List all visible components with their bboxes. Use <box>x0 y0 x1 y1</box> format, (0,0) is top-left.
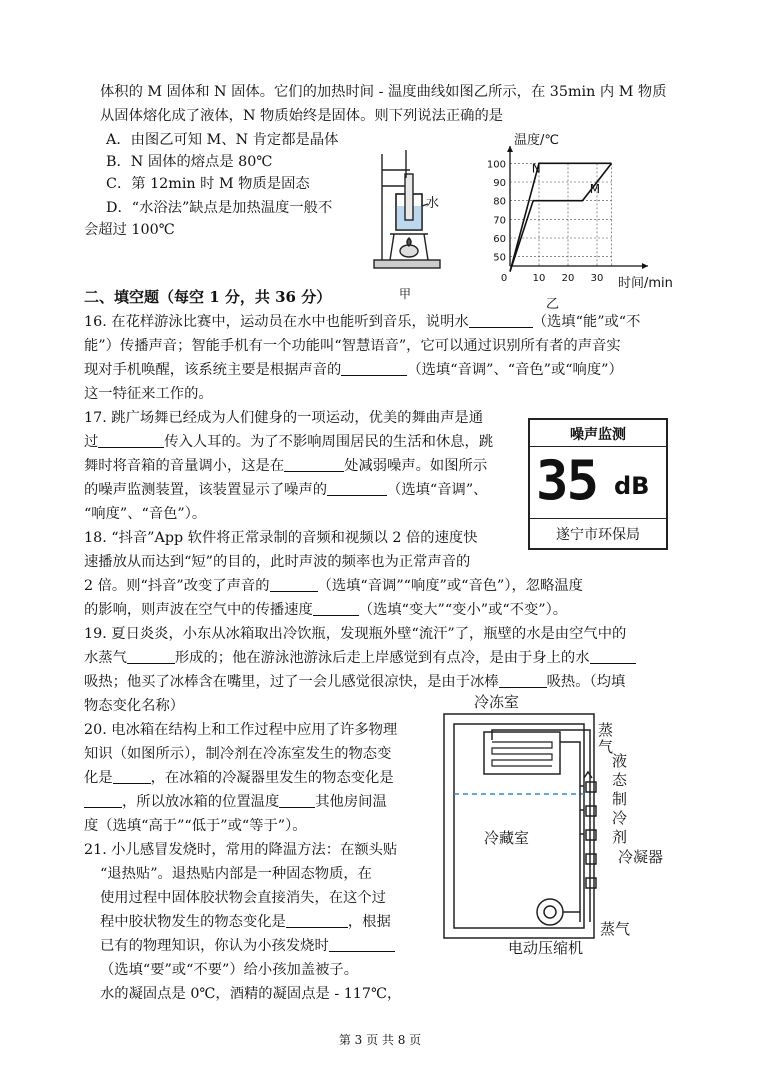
q20-line-4: ，所以放冰箱的位置温度 其他房间温 <box>84 790 387 814</box>
chart-x-tick-label: 30 <box>590 273 604 284</box>
temperature-time-chart <box>480 128 680 318</box>
q18-line-3: 2 倍。则“抖音”改变了声音的 （选填“音调”“响度”或“音色”），忽略温度 <box>84 574 583 598</box>
q18-blank-1[interactable] <box>270 575 318 592</box>
q20-blank-1[interactable] <box>113 767 151 784</box>
q17-blank-3[interactable] <box>327 479 387 496</box>
q17-line-5: “响度”、“音色”）。 <box>84 506 207 522</box>
section-heading: 二、填空题（每空 1 分，共 36 分） <box>84 288 332 306</box>
chart-series-label-N: N <box>531 161 541 176</box>
chart-series-line-N <box>510 163 612 271</box>
q21-line-2: “退热贴”。退热贴内部是一种固态物质，在 <box>100 866 372 882</box>
q16-blank-1[interactable] <box>469 311 533 328</box>
q19-blank-1[interactable] <box>127 647 175 664</box>
q16-line-3: 现对手机唤醒，该系统主要是根据声音的 （选填“音调”、“音色”或“响度”） <box>84 358 623 382</box>
q15-option-b: B．N 固体的熔点是 80℃ <box>106 154 273 170</box>
chart-y-tick-label: 80 <box>493 196 506 208</box>
liquid-refrigerant-label: 液态制冷剂 <box>612 752 628 846</box>
q20-line-3: 化是 ，在冰箱的冷凝器里发生的物态变化是 <box>84 766 394 790</box>
freezer-label: 冷冻室 <box>474 693 520 711</box>
q19-line-1: 19. 夏日炎炎，小东从冰箱取出冷饮瓶，发现瓶外壁“流汗”了，瓶壁的水是由空气中的 <box>84 626 627 642</box>
figure-jia-label: 甲 <box>399 287 412 301</box>
noise-monitor-footer: 遂宁市环保局 <box>556 527 640 543</box>
chart-x-axis-arrow <box>642 263 648 269</box>
chart-x-axis-label: 时间/min <box>618 276 673 291</box>
noise-level-value: 35 <box>536 449 598 512</box>
q17-blank-1[interactable] <box>98 431 164 448</box>
water-bath-apparatus-figure <box>370 148 450 288</box>
steam-bottom-label: 蒸气 <box>600 920 631 938</box>
q21-line-3: 使用过程中固体胶状物会直接消失，在这个过 <box>100 890 386 906</box>
noise-monitor-title: 噪声监测 <box>570 427 626 443</box>
refrigerator-diagram <box>432 690 692 970</box>
q21-blank-2[interactable] <box>329 935 395 952</box>
q20-line-1: 20. 电冰箱在结构上和工作过程中应用了许多物理 <box>84 722 398 738</box>
q16-blank-2[interactable] <box>341 359 407 376</box>
q15-line-1: 体积的 M 固体和 N 固体。它们的加热时间 - 温度曲线如图乙所示，在 35min 内 M 物质 <box>100 84 667 100</box>
compressor-label: 电动压缩机 <box>508 939 584 957</box>
q15-line-2: 从固体熔化成了液体，N 物质始终是固体。则下列说法正确的是 <box>100 108 504 124</box>
water-label: 水 <box>426 196 440 211</box>
q21-line-7: 水的凝固点是 0℃，酒精的凝固点是 - 117℃， <box>100 986 402 1002</box>
chart-y-tick-label: 60 <box>493 234 506 245</box>
chart-x-tick-label: 0 <box>500 273 508 284</box>
q15-option-d: D．“水浴法”缺点是加热温度一般不 <box>106 200 333 216</box>
q17-line-4: 的噪声监测装置，该装置显示了噪声的 （选填“音调”、 <box>84 478 487 502</box>
q19-line-2: 水蒸气 形成的；他在游泳池游泳后走上岸感觉到有点冷，是由于身上的水 <box>84 646 636 670</box>
q17-line-2: 过 传入人耳的。为了不影响周围居民的生活和休息，跳 <box>84 430 493 454</box>
chart-series-label-M: M <box>589 182 601 197</box>
q20-blank-2[interactable] <box>84 791 122 808</box>
chart-x-tick-label: 20 <box>561 273 575 284</box>
chart-y-tick-label: 100 <box>486 159 506 171</box>
q19-blank-2[interactable] <box>590 647 636 664</box>
q18-line-4: 的影响，则声波在空气中的传播速度 （选填“变大”“变小”或“不变”）。 <box>84 598 567 622</box>
q19-line-4: 物态变化名称） <box>84 698 185 714</box>
q20-line-5: 度（选填“高于”“低于”或“等于”）。 <box>84 818 307 834</box>
q17-line-3: 舞时将音箱的音量调小，这是在 处减弱噪声。如图所示 <box>84 454 487 478</box>
q19-line-3: 吸热；他买了冰棒含在嘴里，过了一会儿感觉很凉快，是由于冰棒 吸热。（均填 <box>84 670 625 694</box>
chart-caption: 乙 <box>546 297 560 312</box>
noise-monitor-display <box>528 418 668 550</box>
chart-y-axis-arrow <box>507 146 513 152</box>
noise-level-unit: dB <box>614 472 650 500</box>
q18-line-1: 18. “抖音”App 软件将正常录制的音频和视频以 2 倍的速度快 <box>84 530 478 546</box>
q21-line-5: 已有的物理知识，你认为小孩发烧时 <box>100 934 395 958</box>
q16-line-1: 16. 在花样游泳比赛中，运动员在水中也能听到音乐，说明水 （选填“能”或“不 <box>84 310 640 334</box>
q21-line-4: 程中胶状物发生的物态变化是 ，根据 <box>100 910 391 934</box>
q15-option-c: C．第 12min 时 M 物质是固态 <box>106 176 310 192</box>
q17-line-1: 17. 跳广场舞已经成为人们健身的一项运动，优美的舞曲声是通 <box>84 410 483 426</box>
chart-y-tick-label: 90 <box>493 178 506 189</box>
chart-y-tick-label: 70 <box>493 215 506 227</box>
q20-line-2: 知识（如图所示），制冷剂在冷冻室发生的物态变 <box>84 746 392 762</box>
cold-storage-label: 冷藏室 <box>484 829 530 847</box>
q18-line-2: 速播放从而达到“短”的目的，此时声波的频率也为正常声音的 <box>84 554 471 570</box>
q21-line-1: 21. 小儿感冒发烧时，常用的降温方法：在额头贴 <box>84 842 398 858</box>
chart-y-axis-label: 温度/℃ <box>514 133 559 148</box>
q15-option-a: A．由图乙可知 M、N 肯定都是晶体 <box>106 132 339 148</box>
q20-blank-3[interactable] <box>279 791 315 808</box>
page-number: 第 3 页 共 8 页 <box>338 1033 422 1047</box>
steam-top-label: 蒸气 <box>598 721 614 756</box>
q15-option-d-cont: 会超过 100℃ <box>84 222 175 238</box>
q16-line-4: 这一特征来工作的。 <box>84 386 213 402</box>
q17-blank-2[interactable] <box>284 455 344 472</box>
chart-x-tick-label: 10 <box>532 273 546 284</box>
q19-blank-3[interactable] <box>499 671 547 688</box>
q16-line-2: 能”）传播声音；智能手机有一个功能叫“智慧语音”，它可以通过识别所有者的声音实 <box>84 338 621 354</box>
q18-blank-2[interactable] <box>313 599 359 616</box>
chart-y-tick-label: 50 <box>493 252 506 264</box>
q21-line-6: （选填“要”或“不要”）给小孩加盖被子。 <box>100 962 358 978</box>
condenser-label: 冷凝器 <box>618 848 664 866</box>
q21-blank-1[interactable] <box>286 911 348 928</box>
